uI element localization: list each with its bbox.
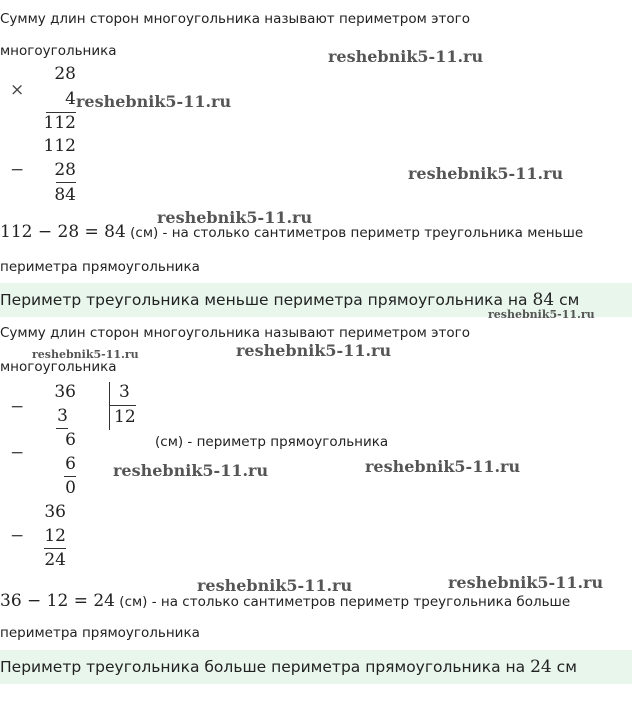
equation-2: 36 − 12 = 24 — [0, 591, 115, 611]
mult-operand-a: 28 — [54, 64, 76, 84]
answer-text-2: Периметр треугольника больше периметра прямоугольника на 24 см — [0, 657, 577, 677]
sub2-operand-a: 36 — [44, 502, 66, 522]
intro-text-2: Сумму длин сторон многоугольника называют периметром этого — [0, 325, 470, 341]
intro-text-1: Сумму длин сторон многоугольника называют периметром этого — [0, 11, 470, 27]
div-vertical-bar — [109, 382, 110, 430]
mult-operand-b: 4 — [65, 89, 76, 109]
sub-line-2 — [44, 548, 66, 549]
watermark: reshebnik5-11.ru — [113, 461, 269, 480]
div-divisor: 3 — [119, 382, 130, 402]
div-divisor-line — [110, 405, 136, 406]
intro-text-1b: многоугольника — [0, 43, 117, 59]
div-line-2 — [64, 476, 76, 477]
equation-text-2b: периметра прямоугольника — [0, 625, 200, 641]
sub2-operand-b: 12 — [44, 526, 66, 546]
sub-operand-a: 112 — [43, 136, 76, 156]
watermark: reshebnik5-11.ru — [76, 92, 232, 111]
div-sub-1: 3 — [57, 406, 68, 426]
multiply-sign: × — [10, 80, 25, 100]
answer-value-1: 84 — [532, 290, 555, 310]
div-rem-2: 0 — [65, 478, 76, 498]
div-line-1 — [56, 428, 68, 429]
div-sub-2: 6 — [65, 454, 76, 474]
minus-sign-1: − — [10, 160, 25, 180]
div-rem-1: 6 — [65, 430, 76, 450]
watermark: reshebnik5-11.ru — [328, 47, 484, 66]
div-dividend: 36 — [54, 382, 76, 402]
sub-result-1: 84 — [54, 185, 76, 205]
answer-text-1: Периметр треугольника меньше периметра прямоугольника на 84 см — [0, 290, 580, 310]
sub-line-1 — [56, 182, 76, 183]
equation-1: 112 − 28 = 84 — [0, 222, 126, 242]
watermark: reshebnik5-11.ru — [197, 576, 353, 595]
equation-text-2: (см) - на столько сантиметров периметр треугольника больше — [119, 594, 571, 610]
watermark: reshebnik5-11.ru — [157, 208, 313, 227]
watermark: reshebnik5-11.ru — [448, 573, 604, 592]
minus-sign-2: − — [10, 526, 25, 546]
div-label: (см) - периметр прямоугольника — [155, 434, 389, 450]
watermark: reshebnik5-11.ru — [365, 457, 521, 476]
minus-sign-div-1: − — [10, 397, 25, 417]
watermark: reshebnik5-11.ru — [488, 308, 595, 321]
sub-result-2: 24 — [44, 550, 66, 570]
sub-operand-b: 28 — [54, 160, 76, 180]
equation-text-1: (см) - на столько сантиметров периметр треугольника меньше — [130, 225, 584, 241]
equation-text-1b: периметра прямоугольника — [0, 259, 200, 275]
minus-sign-div-2: − — [10, 443, 25, 463]
watermark: reshebnik5-11.ru — [236, 341, 392, 360]
answer-value-2: 24 — [530, 657, 552, 677]
watermark: reshebnik5-11.ru — [408, 164, 564, 183]
intro-text-2b: многоугольника — [0, 359, 117, 375]
mult-result: 112 — [43, 113, 76, 133]
watermark: reshebnik5-11.ru — [32, 348, 139, 361]
answer-box-2 — [0, 650, 632, 684]
div-quotient: 12 — [114, 407, 136, 427]
